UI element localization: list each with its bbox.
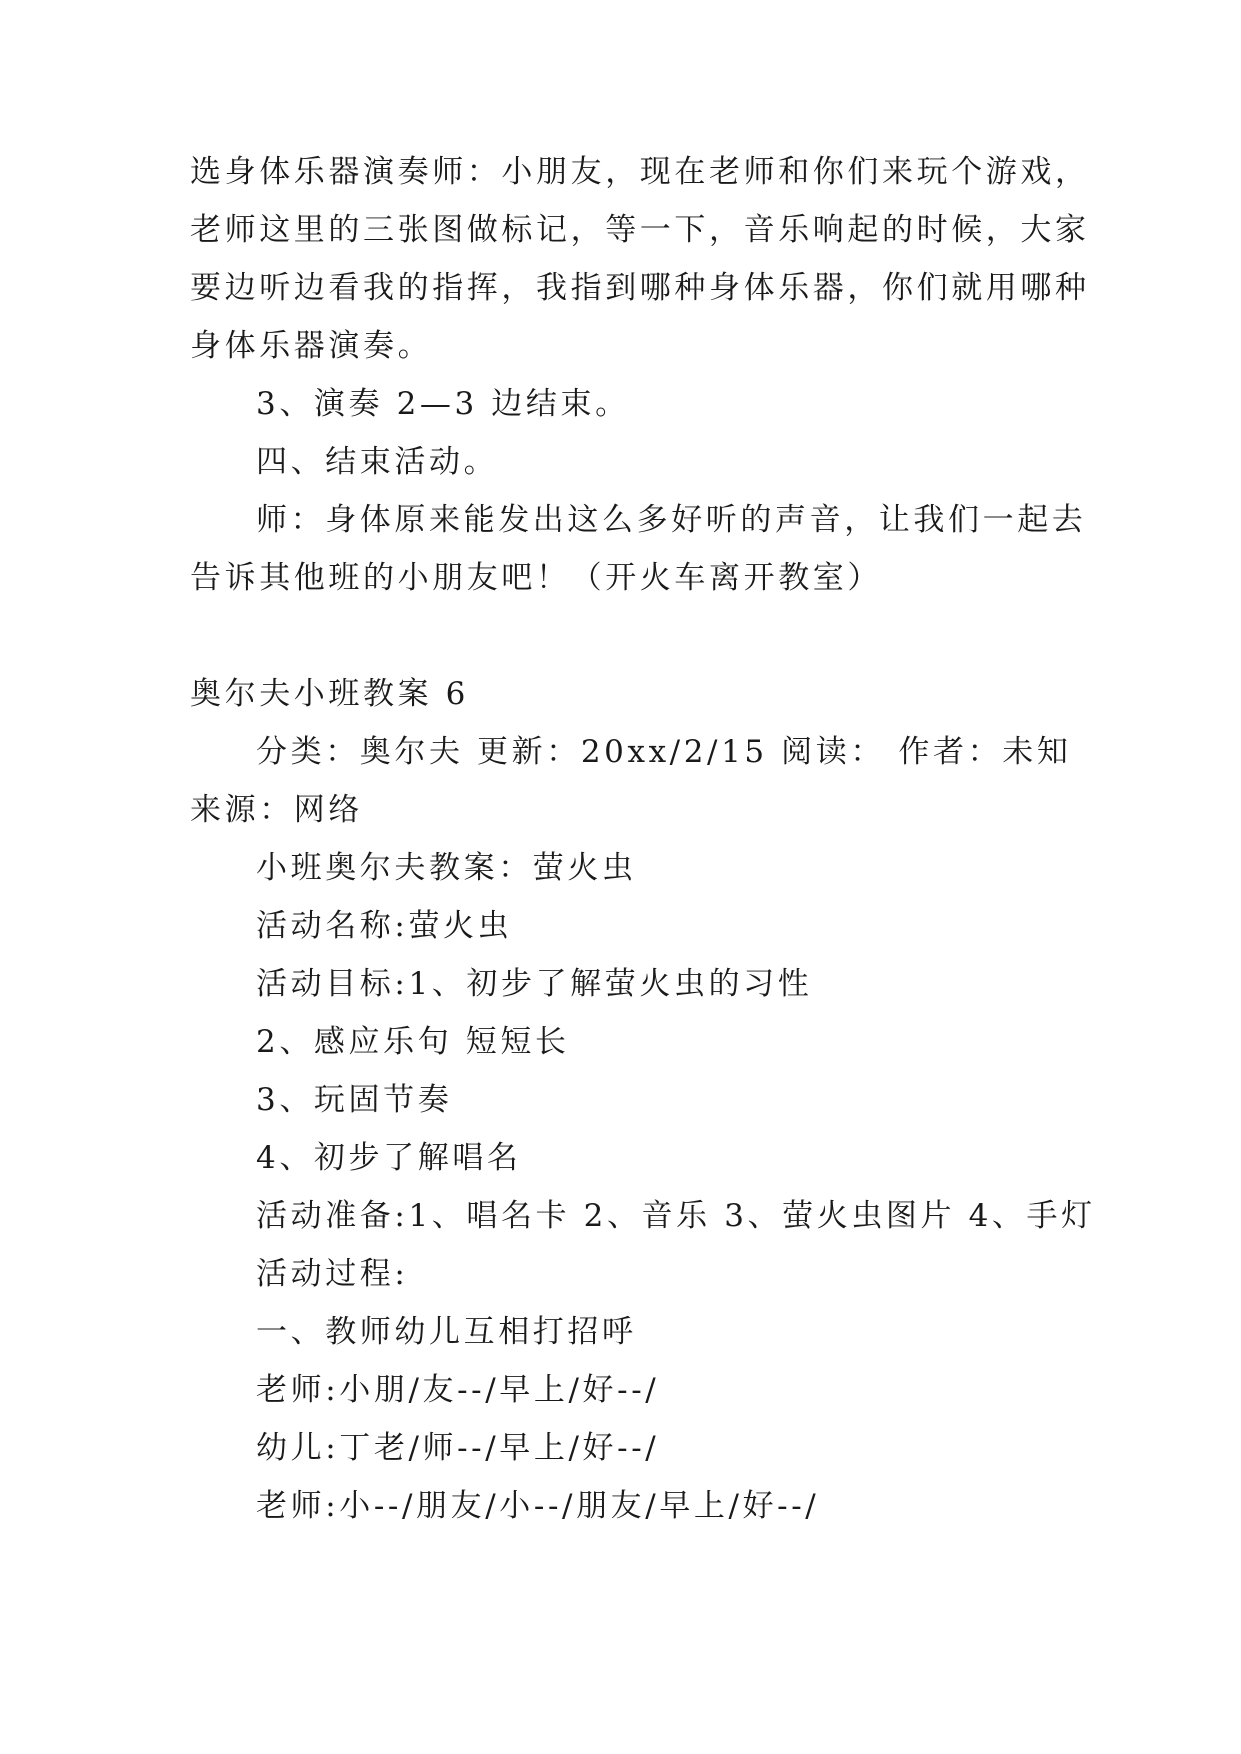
activity-process-heading: 活动过程: bbox=[256, 1256, 409, 1292]
paragraph-line: 告诉其他班的小朋友吧！（开火车离开教室） bbox=[190, 560, 882, 596]
lesson-title: 小班奥尔夫教案：萤火虫 bbox=[256, 850, 637, 886]
section-heading: 一、教师幼儿互相打招呼 bbox=[256, 1314, 637, 1350]
paragraph-line: 身体乐器演奏。 bbox=[190, 328, 433, 364]
paragraph-line: 选身体乐器演奏师：小朋友，现在老师和你们来玩个游戏， bbox=[190, 154, 1090, 190]
article-source: 来源：网络 bbox=[190, 792, 363, 828]
activity-goal: 4、初步了解唱名 bbox=[256, 1140, 522, 1176]
step-line: 3、演奏 2—3 边结束。 bbox=[256, 386, 630, 422]
dialogue-line: 老师:小--/朋友/小--/朋友/早上/好--/ bbox=[256, 1488, 820, 1524]
activity-goal: 2、感应乐句 短短长 bbox=[256, 1024, 570, 1060]
paragraph-line: 老师这里的三张图做标记，等一下，音乐响起的时候，大家 bbox=[190, 212, 1090, 248]
article-meta: 分类：奥尔夫 更新：20xx/2/15 阅读： 作者：未知 bbox=[256, 734, 1072, 770]
article-title: 奥尔夫小班教案 6 bbox=[190, 676, 469, 712]
paragraph-line: 要边听边看我的指挥，我指到哪种身体乐器，你们就用哪种 bbox=[190, 270, 1090, 306]
dialogue-line: 老师:小朋/友--/早上/好--/ bbox=[256, 1372, 660, 1408]
dialogue-line: 幼儿:丁老/师--/早上/好--/ bbox=[256, 1430, 660, 1466]
activity-name: 活动名称:萤火虫 bbox=[256, 908, 513, 944]
section-heading: 四、结束活动。 bbox=[256, 444, 499, 480]
paragraph-line: 师：身体原来能发出这么多好听的声音，让我们一起去 bbox=[256, 502, 1087, 538]
activity-goal: 3、玩固节奏 bbox=[256, 1082, 453, 1118]
activity-goal: 活动目标:1、初步了解萤火虫的习性 bbox=[256, 966, 813, 1002]
activity-preparation: 活动准备:1、唱名卡 2、音乐 3、萤火虫图片 4、手灯 bbox=[256, 1198, 1096, 1234]
